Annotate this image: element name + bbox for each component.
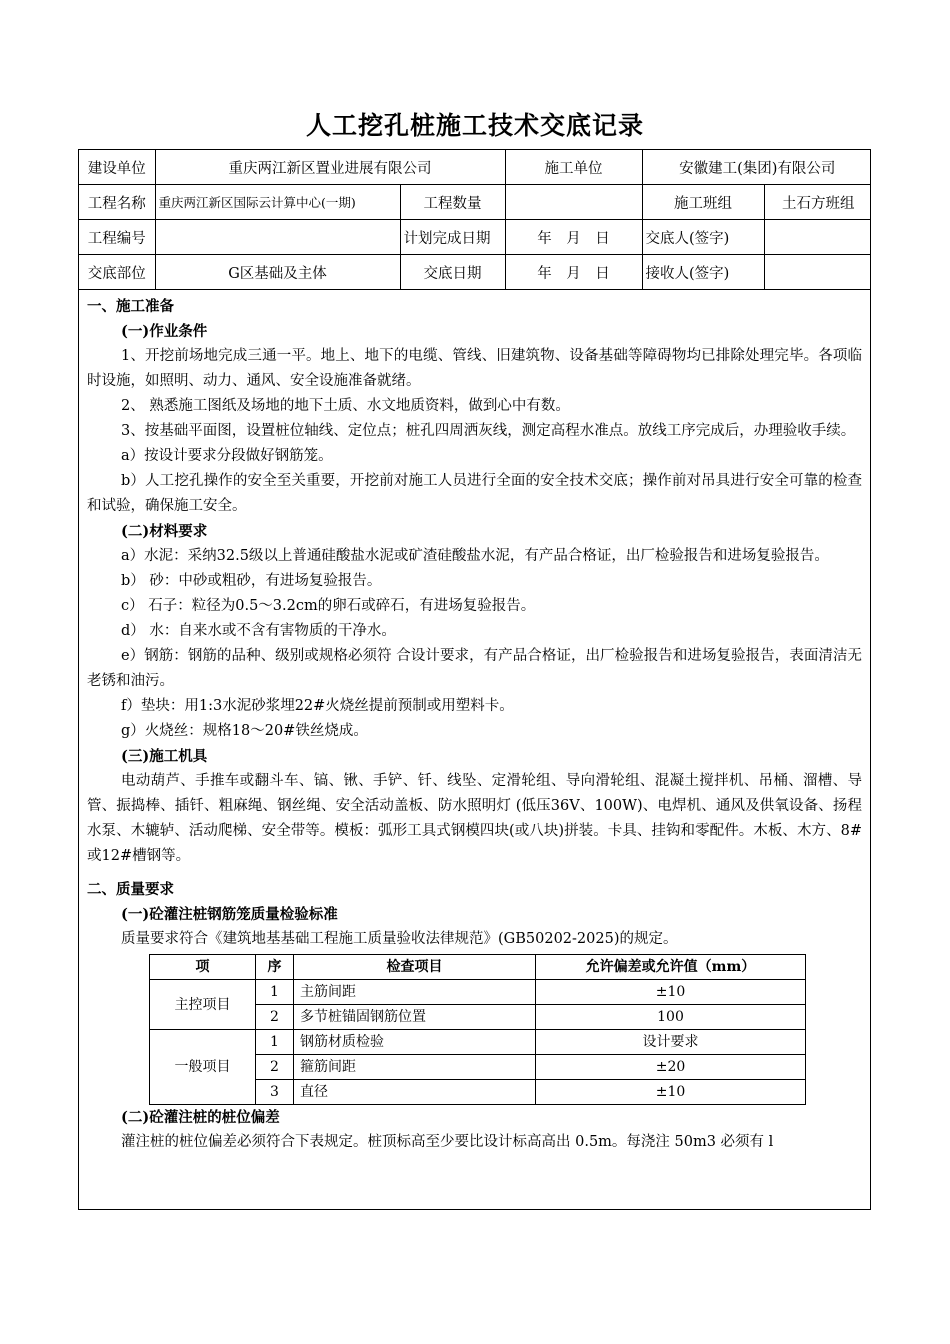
- info-row: [79, 220, 871, 255]
- seq: 1: [256, 980, 294, 1005]
- subsection-heading: (一)砼灌注桩钢筋笼质量检验标准: [121, 906, 338, 923]
- info-value-briefer[interactable]: [764, 220, 871, 255]
- info-value-project-no[interactable]: [155, 220, 400, 255]
- check-item: 箍筋间距: [294, 1055, 536, 1080]
- tolerance: 设计要求: [536, 1030, 806, 1055]
- col-header-tolerance: 允许偏差或允许值（mm）: [536, 955, 806, 980]
- paragraph: 电动葫芦、手推车或翻斗车、镐、锹、手铲、钎、线坠、定滑轮组、导向滑轮组、混凝土搅拌机、吊桶、溜槽、导管、振捣棒、插钎、粗麻绳、钢丝绳、安全活动盖板、防水照明灯 (低压36V、100W)、电焊机、通风及供氧设备、扬程水泵、木辘轳、活动爬梯、安全带等。模板：弧形工具式钢模四块(或八块)拼装。卡具、挂钩和零配件。木板、木方、8#或12#槽钢等。: [87, 773, 862, 864]
- tolerance: 100: [536, 1005, 806, 1030]
- paragraph: d） 水：自来水或不含有害物质的干净水。: [121, 623, 396, 639]
- info-value-planned-date[interactable]: 年 月 日: [505, 220, 642, 255]
- group-general: 一般项目: [150, 1030, 256, 1105]
- check-item: 钢筋材质检验: [294, 1030, 536, 1055]
- info-value-project-name: 重庆两江新区国际云计算中心(一期): [155, 185, 400, 220]
- section-heading: 二、质量要求: [87, 881, 174, 898]
- info-row: [79, 185, 871, 220]
- info-row: [79, 255, 871, 290]
- seq: 2: [256, 1055, 294, 1080]
- info-label-quantity: 工程数量: [400, 185, 505, 220]
- cage-quality-table: [149, 954, 806, 1105]
- paragraph: g）火烧丝：规格18～20#铁丝烧成。: [121, 723, 368, 739]
- info-label-planned-date: 计划完成日期: [400, 220, 505, 255]
- paragraph: b）人工挖孔操作的安全至关重要，开挖前对施工人员进行全面的安全技术交底；操作前对吊具进行安全可靠的检查和试验，确保施工安全。: [87, 473, 862, 514]
- info-label-briefer: 交底人(签字): [642, 220, 764, 255]
- info-value-team: 土石方班组: [764, 185, 871, 220]
- info-value-owner: 重庆两江新区置业进展有限公司: [155, 150, 505, 185]
- info-row: [79, 150, 871, 185]
- tolerance: ±20: [536, 1055, 806, 1080]
- paragraph: 2、 熟悉施工图纸及场地的地下土质、水文地质资料，做到心中有数。: [121, 398, 570, 414]
- info-value-quantity[interactable]: [505, 185, 642, 220]
- info-label-team: 施工班组: [642, 185, 764, 220]
- paragraph: f）垫块：用1:3水泥砂浆埋22#火烧丝提前预制或用塑料卡。: [121, 698, 514, 714]
- subsection-heading: (二)材料要求: [121, 523, 208, 540]
- seq: 2: [256, 1005, 294, 1030]
- subsection-heading: (二)砼灌注桩的桩位偏差: [121, 1109, 280, 1126]
- table-row: [150, 980, 806, 1005]
- seq: 1: [256, 1030, 294, 1055]
- check-item: 多节桩锚固钢筋位置: [294, 1005, 536, 1030]
- briefing-content: [79, 290, 870, 1155]
- col-header-item: 项: [150, 955, 256, 980]
- table-header-row: [150, 955, 806, 980]
- section-heading: 一、施工准备: [87, 298, 174, 315]
- tolerance: ±10: [536, 980, 806, 1005]
- seq: 3: [256, 1080, 294, 1105]
- project-info-table: [79, 150, 871, 290]
- info-label-owner: 建设单位: [79, 150, 155, 185]
- page-title: 人工挖孔桩施工技术交底记录: [305, 111, 644, 140]
- subsection-heading: (三)施工机具: [121, 748, 208, 765]
- paragraph: 1、开挖前场地完成三通一平。地上、地下的电缆、管线、旧建筑物、设备基础等障碍物均已排除处理完毕。各项临时设施，如照明、动力、通风、安全设施准备就绪。: [87, 348, 862, 389]
- check-item: 主筋间距: [294, 980, 536, 1005]
- subsection-heading: (一)作业条件: [121, 323, 208, 340]
- info-label-project-no: 工程编号: [79, 220, 155, 255]
- paragraph: c） 石子：粒径为0.5～3.2cm的卵石或碎石，有进场复验报告。: [121, 598, 536, 614]
- info-value-receiver[interactable]: [764, 255, 871, 290]
- paragraph: e）钢筋：钢筋的品种、级别或规格必须符 合设计要求，有产品合格证，出厂检验报告和进场复验报告，表面清洁无老锈和油污。: [87, 648, 862, 689]
- info-label-project-name: 工程名称: [79, 185, 155, 220]
- spacer: [87, 869, 862, 877]
- info-label-contractor: 施工单位: [505, 150, 642, 185]
- info-value-contractor: 安徽建工(集团)有限公司: [642, 150, 871, 185]
- info-label-location: 交底部位: [79, 255, 155, 290]
- check-item: 直径: [294, 1080, 536, 1105]
- paragraph: 灌注桩的桩位偏差必须符合下表规定。桩顶标高至少要比设计标高高出 0.5m。每浇注 50m3 必须有 l: [121, 1134, 774, 1150]
- info-label-receiver: 接收人(签字): [642, 255, 764, 290]
- info-value-location: G区基础及主体: [155, 255, 400, 290]
- paragraph: 质量要求符合《建筑地基基础工程施工质量验收法律规范》(GB50202-2025)的规定。: [121, 931, 678, 947]
- paragraph: a）按设计要求分段做好钢筋笼。: [121, 448, 333, 464]
- info-value-brief-date[interactable]: 年 月 日: [505, 255, 642, 290]
- group-main: 主控项目: [150, 980, 256, 1030]
- col-header-seq: 序: [256, 955, 294, 980]
- paragraph: b） 砂：中砂或粗砂，有进场复验报告。: [121, 573, 382, 589]
- col-header-check: 检查项目: [294, 955, 536, 980]
- info-label-brief-date: 交底日期: [400, 255, 505, 290]
- paragraph: 3、按基础平面图，设置桩位轴线、定位点；桩孔四周洒灰线，测定高程水准点。放线工序完成后，办理验收手续。: [121, 423, 856, 439]
- table-row: [150, 1030, 806, 1055]
- paragraph: a）水泥：采纳32.5级以上普通硅酸盐水泥或矿渣硅酸盐水泥，有产品合格证，出厂检验报告和进场复验报告。: [121, 548, 829, 564]
- tolerance: ±10: [536, 1080, 806, 1105]
- record-form: [78, 149, 871, 1210]
